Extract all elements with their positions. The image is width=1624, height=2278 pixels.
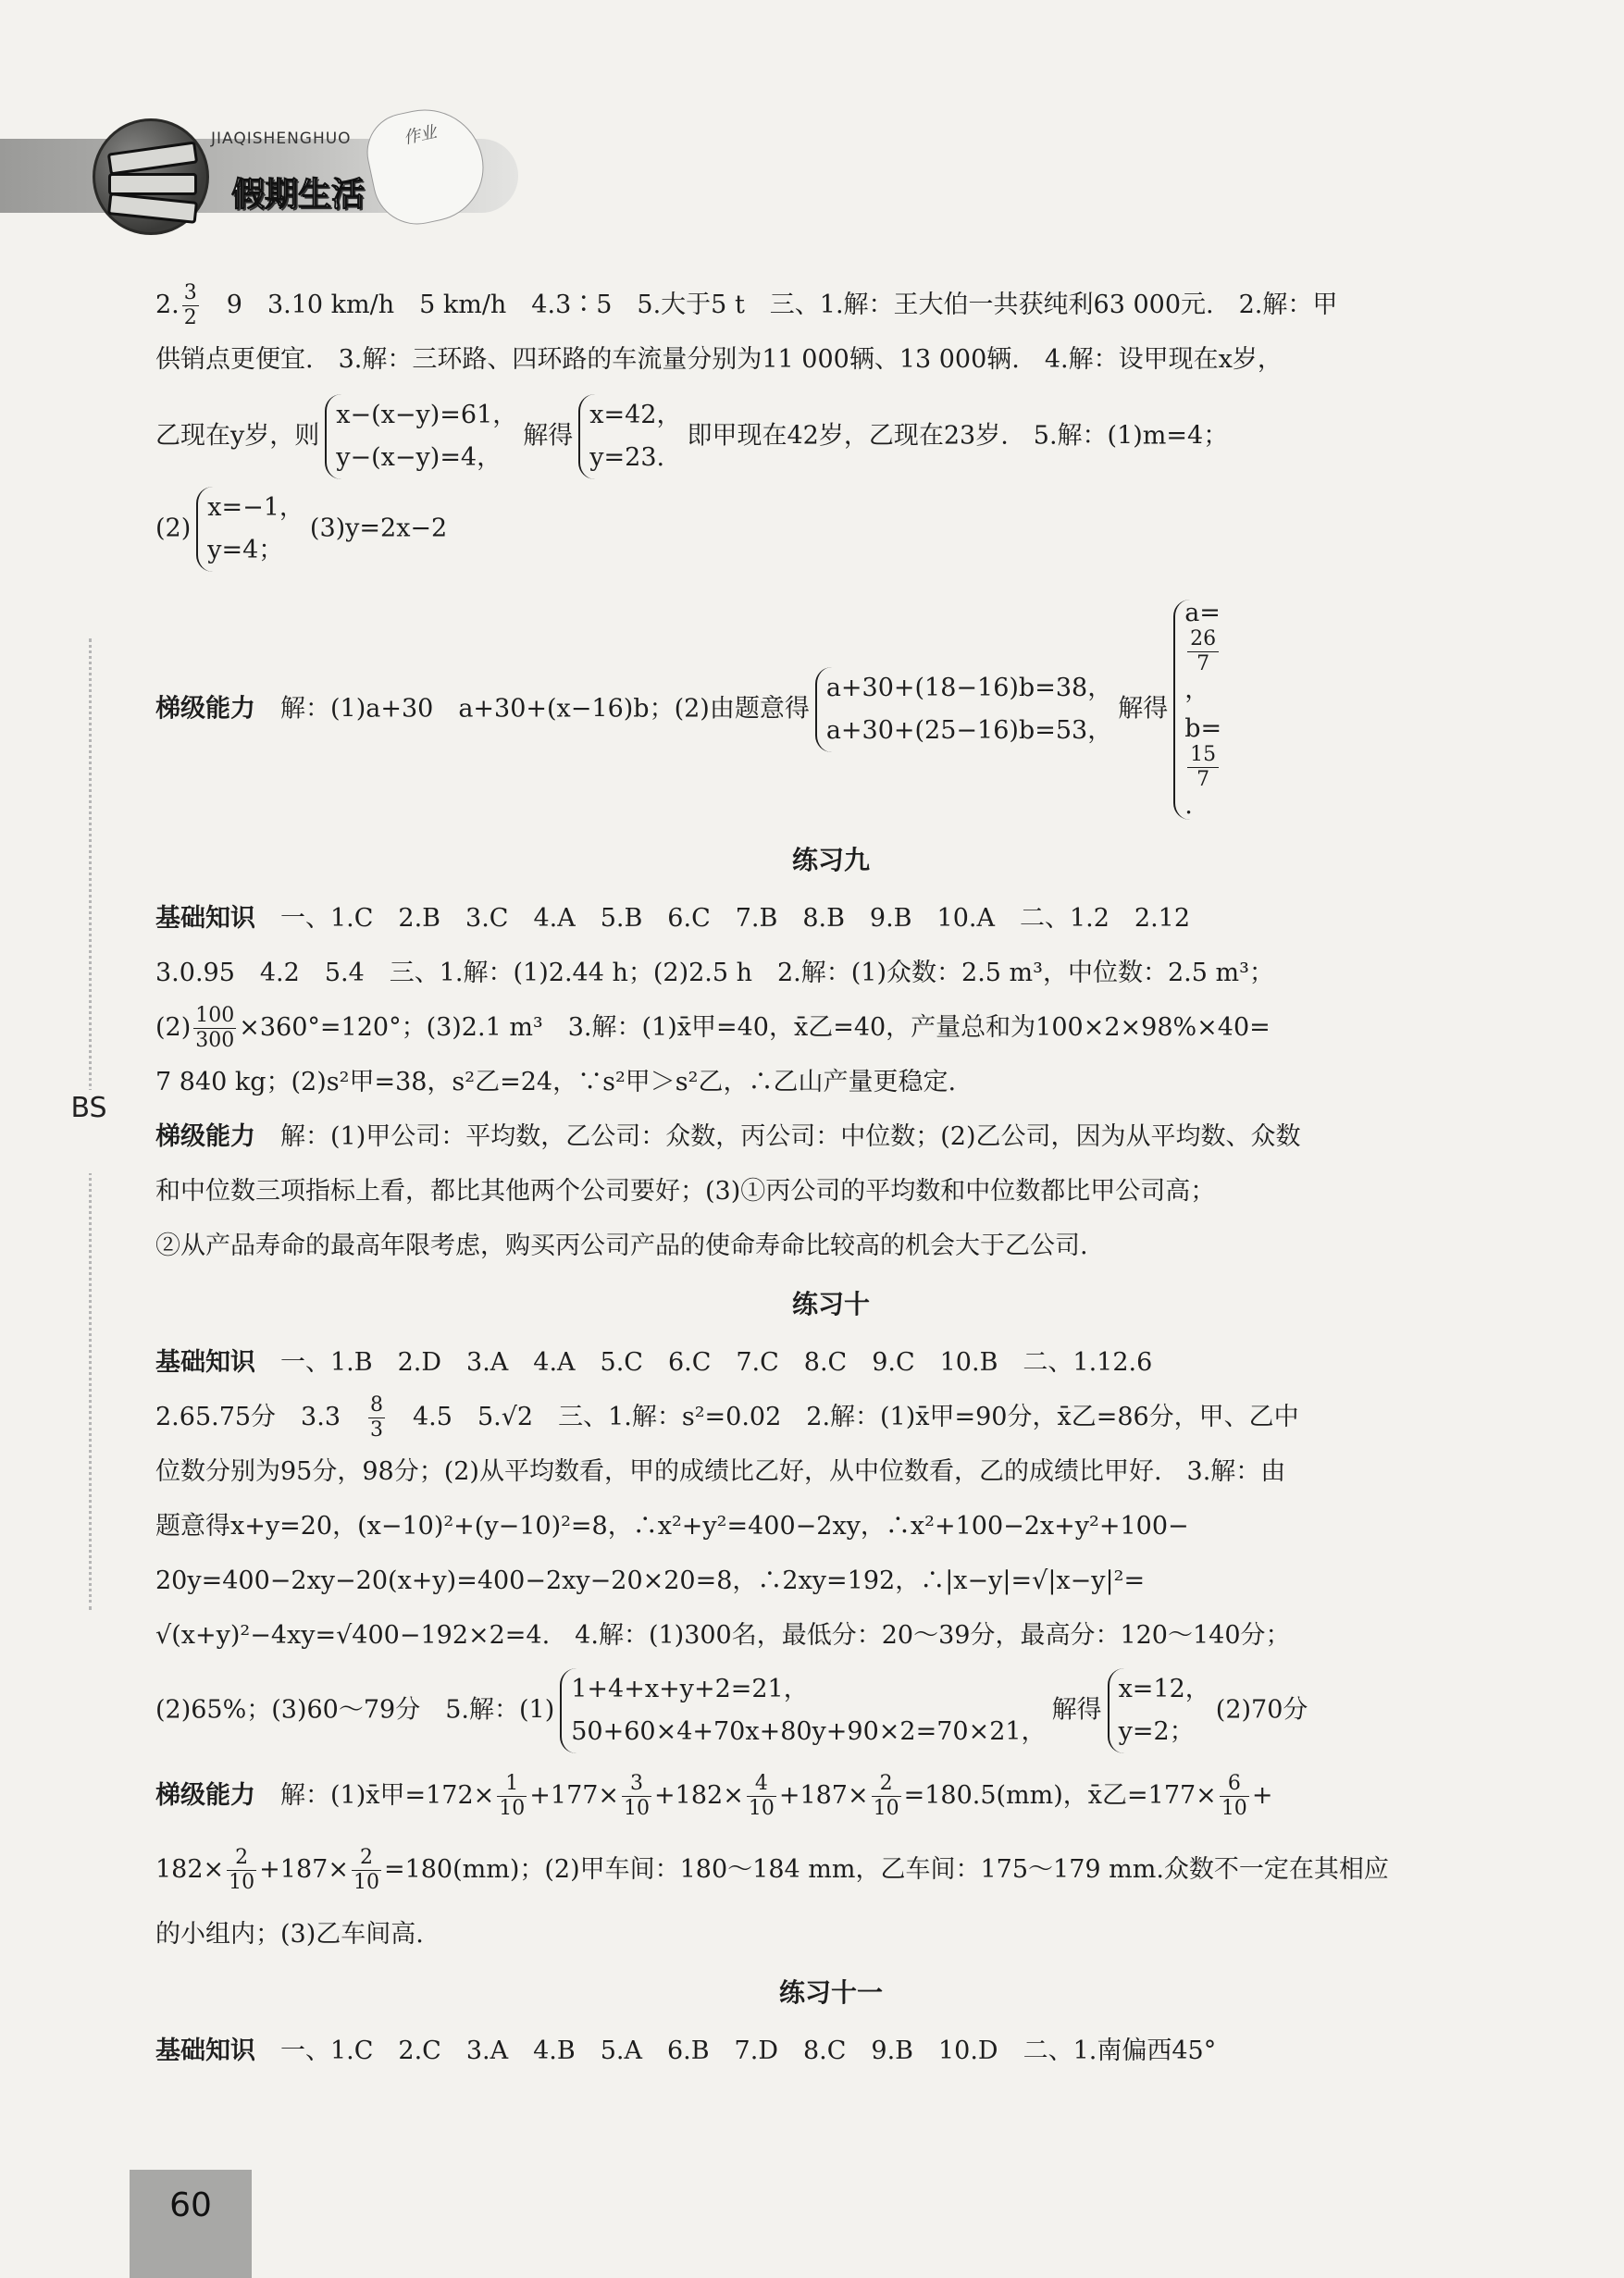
fraction-denominator: 10 <box>353 1871 379 1894</box>
fraction-denominator: 7 <box>1196 768 1210 791</box>
fraction <box>182 281 199 330</box>
equation: y=23. <box>589 443 665 472</box>
equation-system <box>196 487 304 572</box>
equation <box>1184 600 1221 704</box>
text-span: ×360°=120°；(3)2.1 m³ 3.解：(1)x̄甲=40，x̄乙=40，产量总和为100×2×98%×40= <box>239 1013 1271 1042</box>
text-line <box>155 394 1506 479</box>
section-title: 练习十一 <box>778 1977 883 2008</box>
text-span: (2) <box>155 1013 192 1042</box>
text-span: 即甲现在42岁，乙现在23岁. 5.解：(1)m=4； <box>687 421 1229 451</box>
text-span: =180(mm)；(2)甲车间：180～184 mm，乙车间：175～179 mm.众数不一定在其相应 <box>383 1855 1389 1884</box>
text-span: 182× <box>155 1855 225 1884</box>
fraction-denominator: 10 <box>624 1797 651 1820</box>
equation: 1+4+x+y+2=21， <box>571 1675 809 1703</box>
fraction-numerator: 3 <box>622 1772 651 1797</box>
fraction-numerator: 100 <box>195 1004 235 1027</box>
fraction <box>193 1004 236 1053</box>
text-line <box>155 278 1506 332</box>
section-label: 基础知识 <box>155 1348 255 1377</box>
fraction-denominator: 10 <box>748 1797 775 1820</box>
text-line <box>155 1833 1506 1907</box>
fraction <box>368 1393 385 1442</box>
text-line: 20y=400−2xy−20(x+y)=400−2xy−20×20=8，∴2xy=192，∴|x−y|=√|x−y|²= <box>155 1566 1146 1595</box>
text-line <box>155 891 1506 946</box>
section-title: 练习九 <box>791 845 870 875</box>
fraction <box>1187 743 1219 792</box>
text-span: 解：(1)甲公司：平均数，乙公司：众数，丙公司：中位数；(2)乙公司，因为从平均数、众数 <box>280 1122 1301 1151</box>
books-icon <box>93 118 209 235</box>
text-span: (2)70分 <box>1215 1695 1308 1725</box>
section-title: 练习十 <box>791 1289 870 1319</box>
fraction-numerator: 6 <box>1220 1772 1249 1797</box>
equation <box>1184 715 1221 820</box>
section-label: 梯级能力 <box>155 694 255 724</box>
equation: x=12， <box>1118 1675 1210 1703</box>
text-span: b= <box>1184 714 1222 743</box>
text-span: 解得 <box>523 421 574 451</box>
section-label: 梯级能力 <box>155 1781 255 1810</box>
text-span: +187× <box>259 1855 349 1884</box>
text-span: (2) <box>155 514 192 543</box>
equation-system <box>578 394 681 479</box>
fraction-numerator: 1 <box>497 1772 527 1797</box>
equation: x=42， <box>589 401 682 429</box>
equation: a+30+(25−16)b=53， <box>825 716 1113 745</box>
text-line: 题意得x+y=20，(x−10)²+(y−10)²=8，∴x²+y²=400−2xy，∴x²+100−2x+y²+100− <box>155 1512 1189 1541</box>
note-sticker <box>360 99 494 233</box>
brand-pinyin: JIAQISHENGHUO <box>211 130 352 148</box>
brand-title: 假期生活 <box>231 176 366 214</box>
section-label: 梯级能力 <box>155 1122 255 1151</box>
fraction-denominator: 10 <box>1221 1797 1247 1820</box>
text-span: +187× <box>778 1781 869 1810</box>
text-span: 2.65.75分 3.3 <box>155 1403 366 1431</box>
fraction <box>747 1772 776 1821</box>
text-line <box>155 1109 1506 1164</box>
text-span: 4.5 5.√2 三、1.解：s²=0.02 2.解：(1)x̄甲=90分，x̄乙=86分，甲、乙中 <box>388 1403 1299 1431</box>
header-logo <box>93 102 500 241</box>
fraction-denominator: 3 <box>370 1418 383 1442</box>
text-line <box>155 1335 1506 1390</box>
fraction-numerator: 2 <box>227 1846 256 1871</box>
text-span: +182× <box>654 1781 744 1810</box>
fraction <box>352 1846 381 1895</box>
text-line: ②从产品寿命的最高年限考虑，购买丙公司产品的使命寿命比较高的机会大于乙公司. <box>155 1232 1088 1260</box>
text-line: 供销点更便宜. 3.解：三环路、四环路的车流量分别为11 000辆、13 000辆. 4.解：设甲现在x岁， <box>155 345 1283 374</box>
fraction-numerator: 26 <box>1187 627 1219 652</box>
text-line: 的小组内；(3)乙车间高. <box>155 1920 424 1949</box>
fraction-numerator: 4 <box>747 1772 776 1797</box>
fraction-numerator: 2 <box>352 1846 381 1871</box>
equation-system <box>325 394 517 479</box>
text-line <box>155 1390 1506 1444</box>
fraction-denominator: 10 <box>229 1871 255 1894</box>
text-line <box>155 600 1506 820</box>
equation: 50+60×4+70x+80y+90×2=70×21， <box>571 1717 1047 1746</box>
side-label: BS <box>70 1090 107 1173</box>
text-span: 解：(1)x̄甲=172× <box>280 1781 495 1810</box>
text-line: 7 840 kg；(2)s²甲=38，s²乙=24，∵s²甲＞s²乙，∴乙山产量更稳定. <box>155 1068 957 1096</box>
text-line <box>155 1668 1506 1753</box>
text-span: +177× <box>529 1781 620 1810</box>
text-span: 解得 <box>1051 1695 1102 1725</box>
text-span: a= <box>1184 599 1221 627</box>
section-label: 基础知识 <box>155 2037 255 2065</box>
note-text: 作业 <box>402 122 439 149</box>
fraction <box>1187 627 1219 676</box>
fraction-denominator: 300 <box>195 1029 235 1052</box>
text-line: 3.0.95 4.2 5.4 三、1.解：(1)2.44 h；(2)2.5 h 2.解：(1)众数：2.5 m³，中位数：2.5 m³； <box>155 959 1274 987</box>
fraction-denominator: 10 <box>873 1797 899 1820</box>
text-span: + <box>1251 1781 1273 1810</box>
fraction <box>622 1772 651 1821</box>
fraction <box>872 1772 901 1821</box>
fraction-numerator: 15 <box>1187 743 1219 768</box>
fraction <box>1220 1772 1249 1821</box>
text-span: 一、1.B 2.D 3.A 4.A 5.C 6.C 7.C 8.C 9.C 10.B 二、1.12.6 <box>280 1348 1153 1377</box>
text-span: 解得 <box>1118 694 1169 724</box>
fraction-denominator: 7 <box>1196 652 1210 675</box>
text-span: =180.5(mm)，x̄乙=177× <box>903 1781 1217 1810</box>
text-line: √(x+y)²−4xy=√400−192×2=4. 4.解：(1)300名，最低分：20～39分，最高分：120～140分； <box>155 1621 1291 1650</box>
text-span: 一、1.C 2.C 3.A 4.B 5.A 6.B 7.D 8.C 9.B 10.D 二、1.南偏西45° <box>280 2037 1217 2065</box>
text-line: 位数分别为95分，98分；(2)从平均数看，甲的成绩比乙好，从中位数看，乙的成绩比甲好. 3.解：由 <box>155 1457 1286 1486</box>
equation: a+30+(18−16)b=38， <box>825 674 1113 702</box>
text-span: 乙现在y岁，则 <box>155 421 320 451</box>
page-number: 60 <box>130 2170 252 2278</box>
section-label: 基础知识 <box>155 904 255 933</box>
equation-system <box>1108 1668 1210 1753</box>
fraction-denominator: 10 <box>499 1797 526 1820</box>
answer-content <box>155 278 1506 2078</box>
equation: y−(x−y)=4， <box>336 443 502 472</box>
text-line: 和中位数三项指标上看，都比其他两个公司要好；(3)①丙公司的平均数和中位数都比甲公司高； <box>155 1177 1216 1206</box>
equation: y=4； <box>207 536 284 564</box>
text-span: 9 3.10 km/h 5 km/h 4.3∶5 5.大于5 t 三、1.解：王大伯一共获纯利63 000元. 2.解：甲 <box>201 291 1338 319</box>
equation: x−(x−y)=61， <box>336 401 518 429</box>
fraction <box>497 1772 527 1821</box>
fraction-denominator: 2 <box>183 306 197 329</box>
equation-system <box>1173 600 1221 820</box>
fraction-numerator: 8 <box>370 1393 383 1417</box>
fraction <box>227 1846 256 1895</box>
text-line <box>155 2024 1506 2078</box>
text-span: (3)y=2x−2 <box>309 514 448 543</box>
text-line <box>155 487 1506 572</box>
equation-system <box>815 667 1112 752</box>
text-span: (2)65%；(3)60～79分 5.解：(1) <box>155 1695 555 1725</box>
equation-system <box>560 1668 1046 1753</box>
text-span: 一、1.C 2.B 3.C 4.A 5.B 6.C 7.B 8.B 9.B 10.A 二、1.2 2.12 <box>280 904 1191 933</box>
text-span: 解：(1)a+30 a+30+(x−16)b；(2)由题意得 <box>280 694 810 724</box>
equation: y=2； <box>1118 1717 1195 1746</box>
fraction-numerator: 3 <box>183 281 197 304</box>
text-span: 2. <box>155 291 180 319</box>
fraction-numerator: 2 <box>872 1772 901 1797</box>
text-line <box>155 1759 1506 1833</box>
text-line <box>155 1000 1506 1055</box>
equation: x=−1， <box>207 493 304 522</box>
text-span: ， <box>1184 675 1210 704</box>
text-span: . <box>1184 791 1193 820</box>
